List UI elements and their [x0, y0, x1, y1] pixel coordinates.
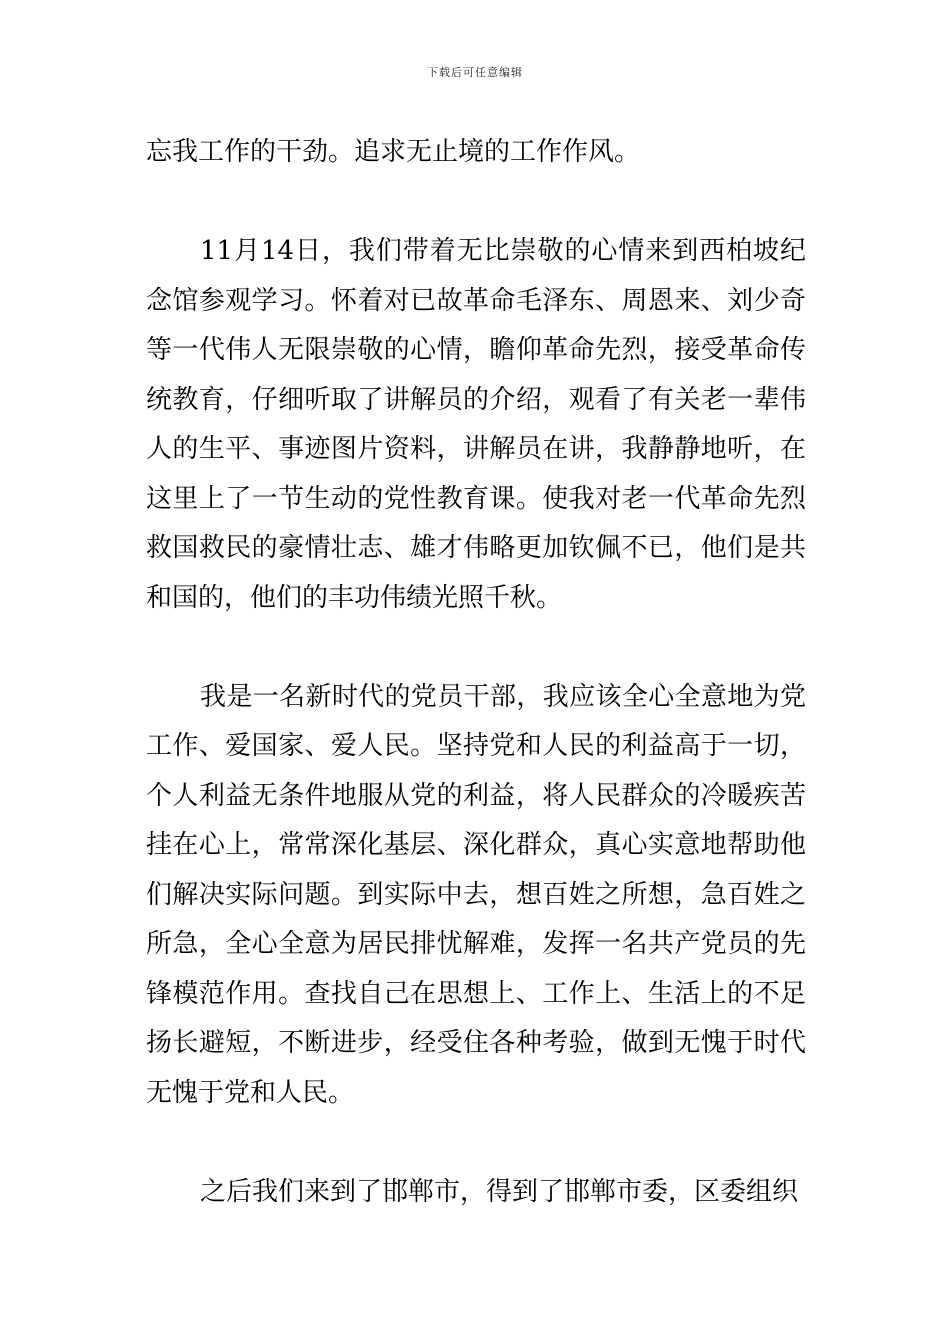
- paragraph-gap: [146, 1118, 806, 1168]
- paragraph-4: 之后我们来到了邯郸市，得到了邯郸市委，区委组织: [200, 1176, 799, 1207]
- page-header-note: 下载后可任意编辑: [427, 66, 523, 79]
- paragraph-2: 11月14日，我们带着无比崇敬的心情来到西柏坡纪念馆参观学习。怀着对已故革命毛泽东、周恩来、刘少奇等一代伟人无限崇敬的心情，瞻仰革命先烈，接受革命传统教育，仔细听取了讲解员的介绍，观看了有关老一辈伟人的生平、事迹图片资料，讲解员在讲，我静静地听，在这里上了一节生动的党性教育课。使我对老一代革命先烈救国救民的豪情壮志、雄才伟略更加钦佩不已，他们是共和国的，他们的丰功伟绩光照千秋。: [146, 236, 806, 613]
- paragraph-3: 我是一名新时代的党员干部，我应该全心全意地为党工作、爱国家、爱人民。坚持党和人民的利益高于一切，个人利益无条件地服从党的利益，将人民群众的冷暖疾苦挂在心上，常常深化基层、深化群众，真心实意地帮助他们解决实际问题。到实际中去，想百姓之所想，急百姓之所急，全心全意为居民排忧解难，发挥一名共产党员的先锋模范作用。查找自己在思想上、工作上、生活上的不足扬长避短，不断进步，经受住各种考验，做到无愧于时代无愧于党和人民。: [146, 681, 806, 1108]
- paragraph-1: 忘我工作的干劲。追求无止境的工作作风。: [146, 137, 641, 167]
- paragraph-gap: [146, 178, 806, 228]
- document-body: [146, 128, 806, 1217]
- paragraph-gap: [146, 623, 806, 673]
